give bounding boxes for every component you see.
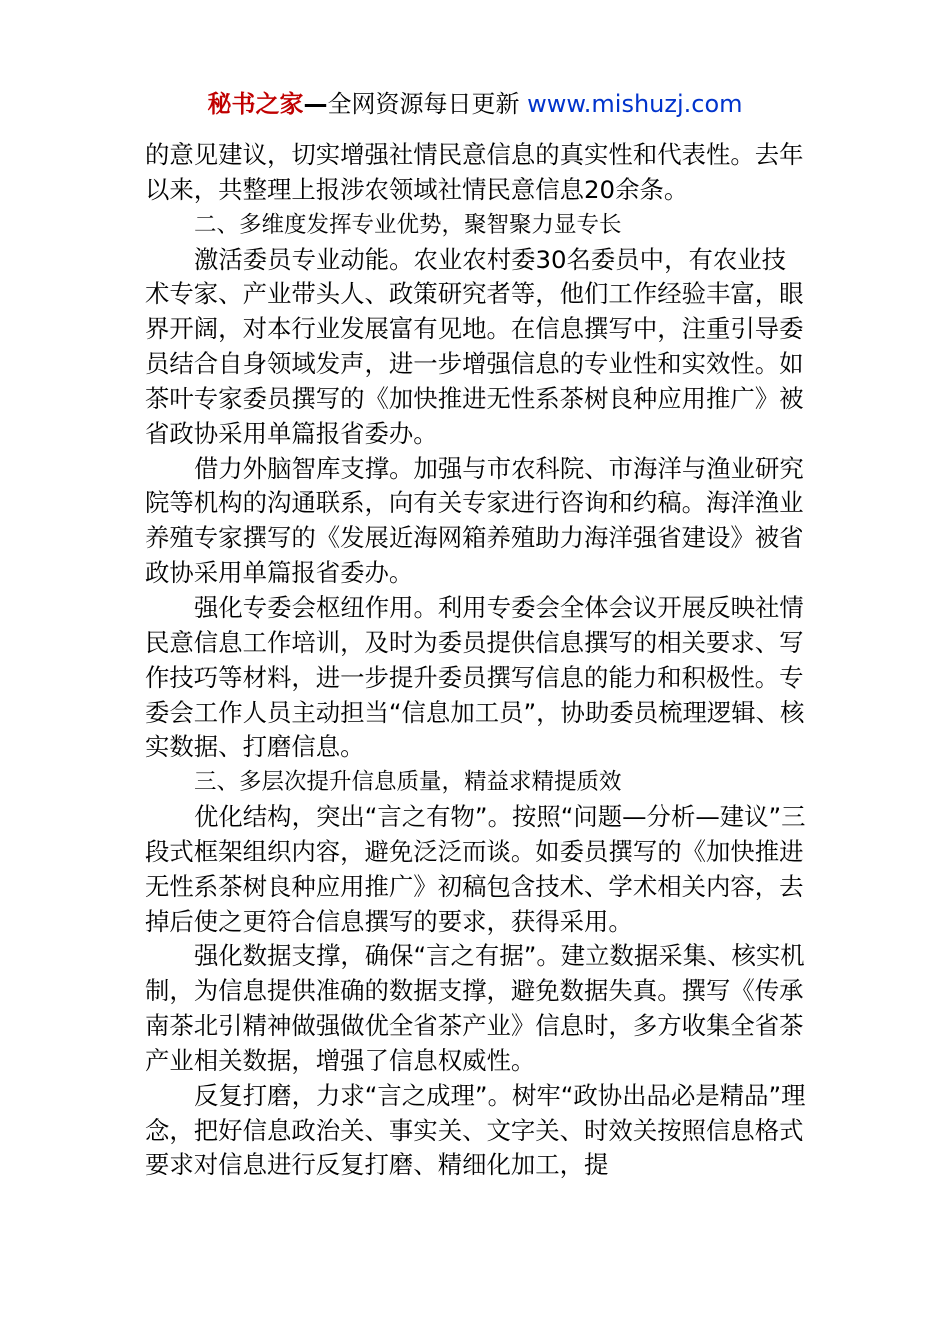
site-header bbox=[0, 84, 950, 119]
section-heading: 三、多层次提升信息质量，精益求精提质效 bbox=[194, 769, 622, 796]
paragraph: 的意见建议，切实增强社情民意信息的真实性和代表性。去年以来，共整理上报涉农领域社情民意信息20余条。 bbox=[145, 140, 804, 204]
site-brand: 秘书之家 bbox=[207, 90, 304, 118]
paragraph: 优化结构，突出“言之有物”。按照“问题—分析—建议”三段式框架组织内容，避免泛泛而谈。如委员撰写的《加快推进无性系茶树良种应用推广》初稿包含技术、学术相关内容，去掉后使之更符合信息撰写的要求，获得采用。 bbox=[145, 802, 806, 936]
site-url-link[interactable]: www.mishuzj.com bbox=[527, 90, 743, 118]
site-tagline: 全网资源每日更新 bbox=[327, 90, 528, 118]
paragraph: 反复打磨，力求“言之成理”。树牢“政协出品必是精品”理念，把好信息政治关、事实关、文字关、时效关按照信息格式要求对信息进行反复打磨、精细化加工，提 bbox=[145, 1080, 806, 1180]
header-separator: — bbox=[303, 90, 328, 118]
document-body bbox=[145, 138, 810, 1183]
paragraph: 强化数据支撑，确保“言之有据”。建立数据采集、核实机制，为信息提供准确的数据支撑，避免数据失真。撰写《传承南茶北引精神做强做优全省茶产业》信息时，多方收集全省茶产业相关数据，增强了信息权威性。 bbox=[145, 941, 805, 1075]
paragraph: 激活委员专业动能。农业农村委30名委员中，有农业技术专家、产业带头人、政策研究者等，他们工作经验丰富，眼界开阔，对本行业发展富有见地。在信息撰写中，注重引导委员结合自身领域发声，进一步增强信息的专业性和实效性。如茶叶专家委员撰写的《加快推进无性系茶树良种应用推广》被省政协采用单篇报省委办。 bbox=[145, 244, 804, 448]
paragraph: 借力外脑智库支撑。加强与市农科院、市海洋与渔业研究院等机构的沟通联系，向有关专家进行咨询和约稿。海洋渔业养殖专家撰写的《发展近海网箱养殖助力海洋强省建设》被省政协采用单篇报省委办。 bbox=[145, 453, 804, 588]
section-heading: 二、多维度发挥专业优势，聚智聚力显专长 bbox=[194, 211, 622, 238]
paragraph: 强化专委会枢纽作用。利用专委会全体会议开展反映社情民意信息工作培训，及时为委员提供信息撰写的相关要求、写作技巧等材料，进一步提升委员撰写信息的能力和积极性。专委会工作人员主动担当“信息加工员”，协助委员梳理逻辑、核实数据、打磨信息。 bbox=[145, 592, 805, 762]
